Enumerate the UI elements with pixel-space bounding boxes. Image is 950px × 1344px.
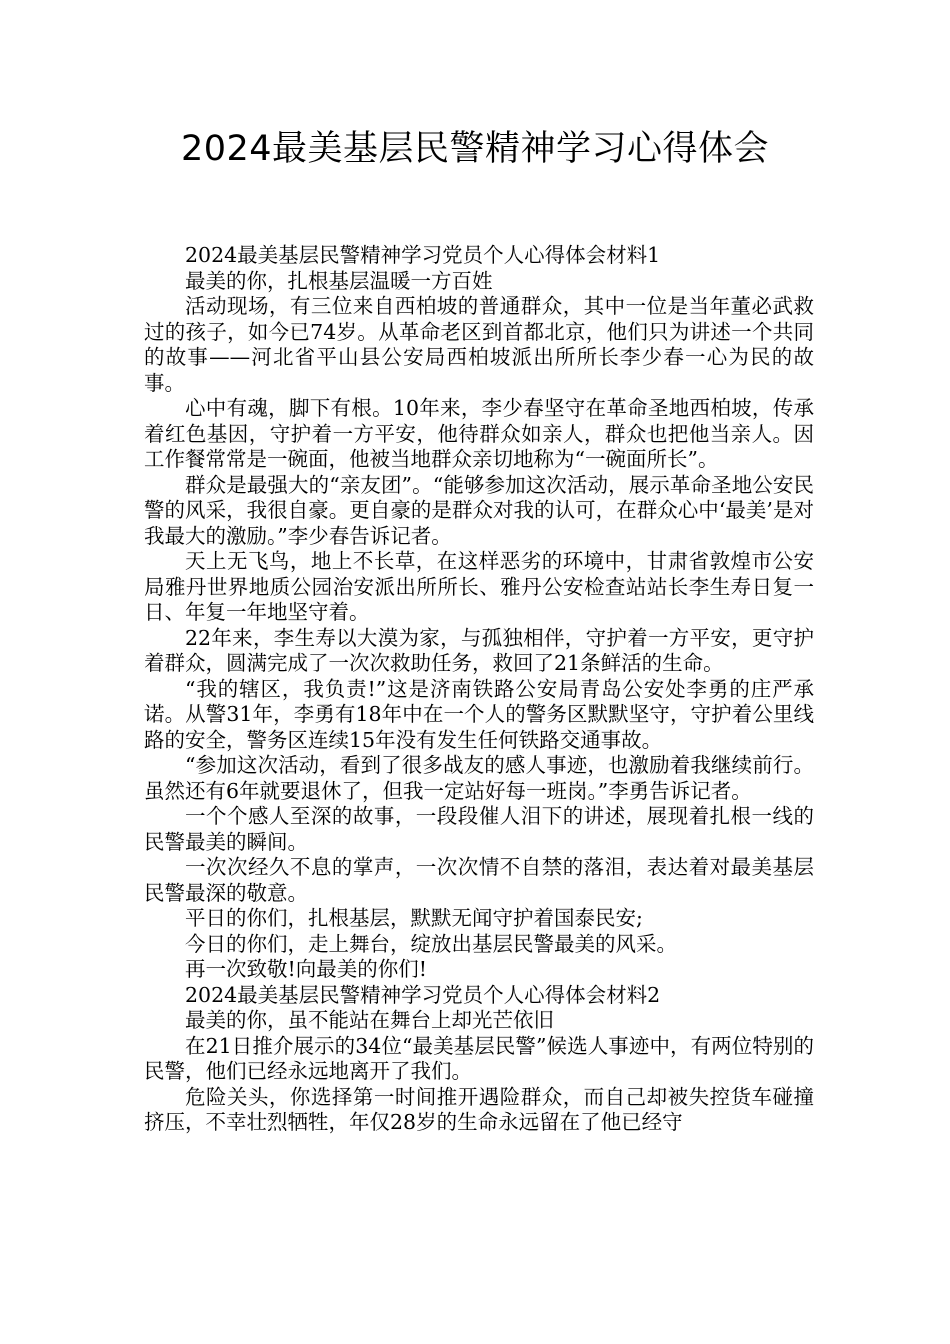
- paragraph: 天上无飞鸟，地上不长草，在这样恶劣的环境中，甘肃省敦煌市公安局雅丹世界地质公园治安派出所所长、雅丹公安检查站站长李生寿日复一日、年复一年地坚守着。: [144, 549, 814, 624]
- paragraph: 今日的你们，走上舞台，绽放出基层民警最美的风采。: [185, 931, 677, 956]
- paragraph-subtitle-1: 最美的你，扎根基层温暖一方百姓: [185, 268, 493, 293]
- paragraph: 在21日推介展示的34位“最美基层民警”候选人事迹中，有两位特别的民警，他们已经永远地离开了我们。: [144, 1033, 814, 1083]
- document-body: [144, 243, 814, 1136]
- paragraph: 危险关头，你选择第一时间推开遇险群众，而自己却被失控货车碰撞挤压，不幸壮烈牺牲，年仅28岁的生命永远留在了他已经守: [144, 1084, 814, 1134]
- paragraph: 再一次致敬!向最美的你们!: [185, 957, 427, 981]
- paragraph: 一次次经久不息的掌声，一次次情不自禁的落泪，表达着对最美基层民警最深的敬意。: [144, 855, 814, 905]
- paragraph: 群众是最强大的“亲友团”。“能够参加这次活动，展示革命圣地公安民警的风采，我很自豪。更自豪的是群众对我的认可，在群众心中‘最美’是对我最大的激励。”李少春告诉记者。: [144, 472, 814, 548]
- document-title: 2024最美基层民警精神学习心得体会: [180, 129, 770, 169]
- paragraph-material-1-heading: 2024最美基层民警精神学习党员个人心得体会材料1: [185, 243, 661, 267]
- paragraph: 22年来，李生寿以大漠为家，与孤独相伴，守护着一方平安，更守护着群众，圆满完成了一次次救助任务，救回了21条鲜活的生命。: [144, 625, 814, 675]
- paragraph: 平日的你们，扎根基层，默默无闻守护着国泰民安;: [185, 906, 643, 930]
- paragraph: 活动现场，有三位来自西柏坡的普通群众，其中一位是当年董必武救过的孩子，如今已74岁。从革命老区到首都北京，他们只为讲述一个共同的故事——河北省平山县公安局西柏坡派出所所长李少春一心为民的故事。: [144, 294, 814, 395]
- paragraph: 一个个感人至深的故事，一段段催人泪下的讲述，展现着扎根一线的民警最美的瞬间。: [144, 804, 814, 854]
- paragraph-subtitle-2: 最美的你，虽不能站在舞台上却光芒依旧: [185, 1008, 554, 1032]
- paragraph-material-2-heading: 2024最美基层民警精神学习党员个人心得体会材料2: [185, 982, 661, 1007]
- paragraph: “我的辖区，我负责!”这是济南铁路公安局青岛公安处李勇的庄严承诺。从警31年，李勇有18年中在一个人的警务区默默坚守，守护着公里线路的安全，警务区连续15年没有发生任何铁路交通事故。: [144, 676, 814, 752]
- paragraph: “参加这次活动，看到了很多战友的感人事迹，也激励着我继续前行。虽然还有6年就要退休了，但我一定站好每一班岗。”李勇告诉记者。: [144, 753, 814, 803]
- paragraph: 心中有魂，脚下有根。10年来，李少春坚守在革命圣地西柏坡，传承着红色基因，守护着一方平安，他待群众如亲人，群众也把他当亲人。因工作餐常常是一碗面，他被当地群众亲切地称为“一碗面所长”。: [144, 396, 814, 471]
